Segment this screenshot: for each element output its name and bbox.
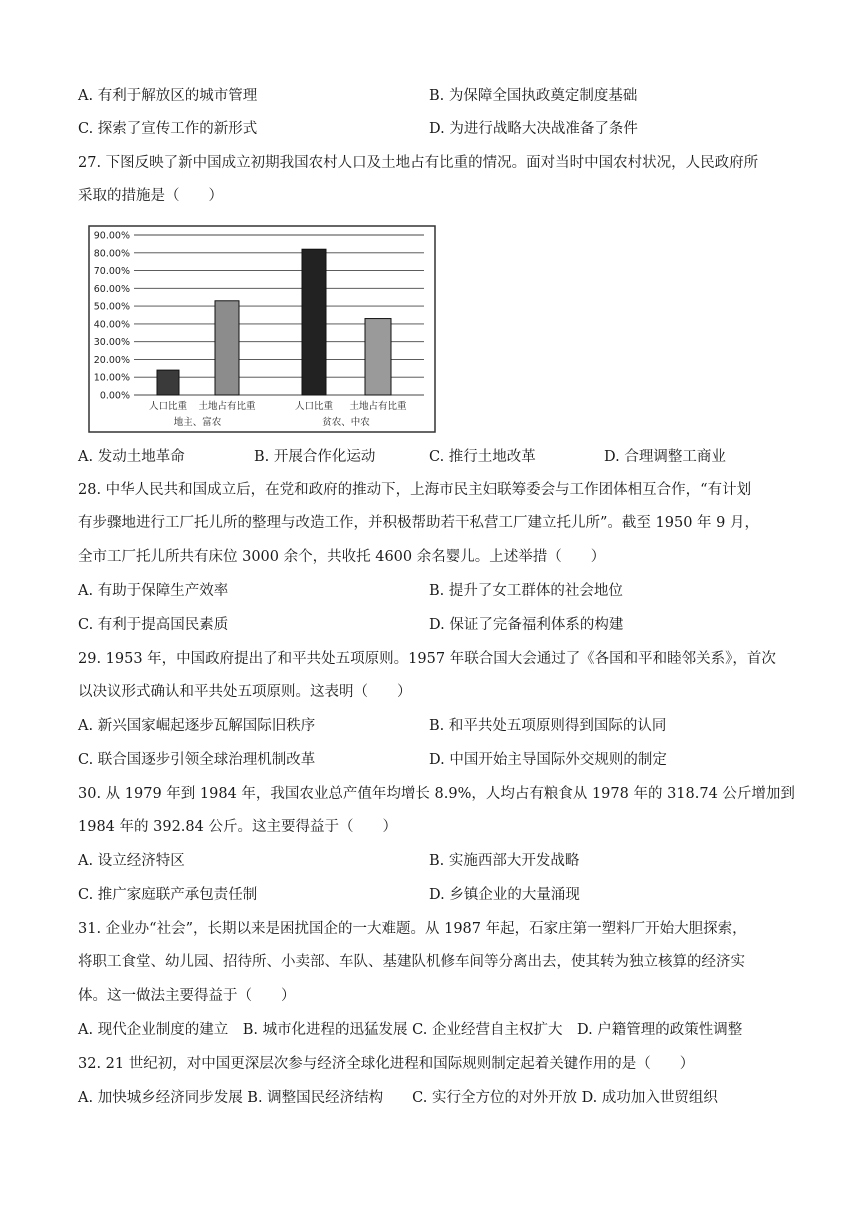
q28-stem-line1: 28. 中华人民共和国成立后，在党和政府的推动下，上海市民主妇联筹委会与工作团体相互合作，“有计划: [78, 482, 752, 498]
bar: [215, 301, 239, 395]
q29-option-c: C. 联合国逐步引领全球治理机制改革: [78, 752, 316, 768]
q28-option-d: D. 保证了完备福利体系的构建: [429, 617, 624, 633]
q26-option-c: C. 探索了宣传工作的新形式: [78, 121, 258, 137]
q27-option-c: C. 推行土地改革: [429, 449, 536, 465]
group-label: 地主、富农: [173, 417, 222, 428]
q26-option-b: B. 为保障全国执政奠定制度基础: [429, 88, 638, 104]
q27-bar-chart: [88, 225, 436, 433]
y-tick-label: 50.00%: [93, 301, 130, 313]
q29-option-a: A. 新兴国家崛起逐步瓦解国际旧秩序: [78, 718, 316, 734]
q30-option-d: D. 乡镇企业的大量涌现: [429, 887, 580, 903]
bar: [302, 249, 326, 395]
bar: [157, 370, 179, 395]
y-tick-label: 90.00%: [93, 230, 130, 242]
q29-stem-line2: 以决议形式确认和平共处五项原则。这表明（ ）: [78, 684, 412, 700]
q29-stem-line1: 29. 1953 年，中国政府提出了和平共处五项原则。1957 年联合国大会通过了《各国和平和睦邻关系》，首次: [78, 651, 776, 667]
q32-stem-line1: 32. 21 世纪初，对中国更深层次参与经济全球化进程和国际规则制定起着关键作用的是（ ）: [78, 1056, 695, 1072]
y-tick-label: 70.00%: [93, 266, 130, 278]
y-tick-label: 60.00%: [93, 283, 130, 295]
y-tick-label: 30.00%: [93, 337, 130, 349]
q31-stem-line2: 将职工食堂、幼儿园、招待所、小卖部、车队、基建队机修车间等分离出去，使其转为独立核算的经济实: [78, 954, 745, 970]
q31-stem-line3: 体。这一做法主要得益于（ ）: [78, 988, 296, 1004]
q27-option-a: A. 发动土地革命: [78, 449, 185, 465]
q28-option-b: B. 提升了女工群体的社会地位: [429, 583, 623, 599]
category-label: 人口比重: [148, 401, 188, 412]
q27-option-b: B. 开展合作化运动: [254, 449, 376, 465]
q29-option-b: B. 和平共处五项原则得到国际的认同: [429, 718, 667, 734]
q30-stem-line2: 1984 年的 392.84 公斤。这主要得益于（ ）: [78, 819, 397, 835]
q31-stem-line1: 31. 企业办“社会”，长期以来是困扰国企的一大难题。从 1987 年起，石家庄第一塑料厂开始大胆探索，: [78, 921, 747, 937]
q32-options: A. 加快城乡经济同步发展 B. 调整国民经济结构 C. 实行全方位的对外开放 D. 成功加入世贸组织: [78, 1090, 718, 1106]
q27-option-d: D. 合理调整工商业: [604, 449, 726, 465]
q28-stem-line3: 全市工厂托儿所共有床位 3000 余个，共收托 4600 余名婴儿。上述举措（ ）: [78, 549, 606, 565]
q27-stem-line1: 27. 下图反映了新中国成立初期我国农村人口及土地占有比重的情况。面对当时中国农村状况，人民政府所: [78, 155, 759, 171]
category-label: 土地占有比重: [349, 401, 407, 412]
q30-stem-line1: 30. 从 1979 年到 1984 年，我国农业总产值年均增长 8.9%，人均占有粮食从 1978 年的 318.74 公斤增加到: [78, 786, 795, 802]
chart-svg: [88, 225, 436, 433]
y-tick-label: 80.00%: [93, 248, 130, 260]
category-label: 人口比重: [294, 401, 334, 412]
q30-option-a: A. 设立经济特区: [78, 853, 185, 869]
y-tick-label: 20.00%: [93, 354, 130, 366]
q26-option-d: D. 为进行战略大决战准备了条件: [429, 121, 638, 137]
q31-options: A. 现代企业制度的建立 B. 城市化进程的迅猛发展 C. 企业经营自主权扩大 D. 户籍管理的政策性调整: [78, 1022, 743, 1038]
y-tick-label: 40.00%: [93, 319, 130, 331]
q29-option-d: D. 中国开始主导国际外交规则的制定: [429, 752, 667, 768]
group-label: 贫农、中农: [322, 417, 370, 428]
q27-stem-line2: 采取的措施是（ ）: [78, 188, 223, 204]
y-tick-label: 0.00%: [99, 390, 130, 402]
q26-option-a: A. 有利于解放区的城市管理: [78, 88, 258, 104]
q30-option-b: B. 实施西部大开发战略: [429, 853, 580, 869]
q28-stem-line2: 有步骤地进行工厂托儿所的整理与改造工作，并积极帮助若干私营工厂建立托儿所”。截至 1950 年 9 月，: [78, 515, 759, 531]
q28-option-c: C. 有利于提高国民素质: [78, 617, 229, 633]
q28-option-a: A. 有助于保障生产效率: [78, 583, 229, 599]
category-label: 土地占有比重: [198, 401, 256, 412]
bar: [365, 319, 391, 395]
y-tick-label: 10.00%: [93, 372, 130, 384]
q30-option-c: C. 推广家庭联产承包责任制: [78, 887, 258, 903]
